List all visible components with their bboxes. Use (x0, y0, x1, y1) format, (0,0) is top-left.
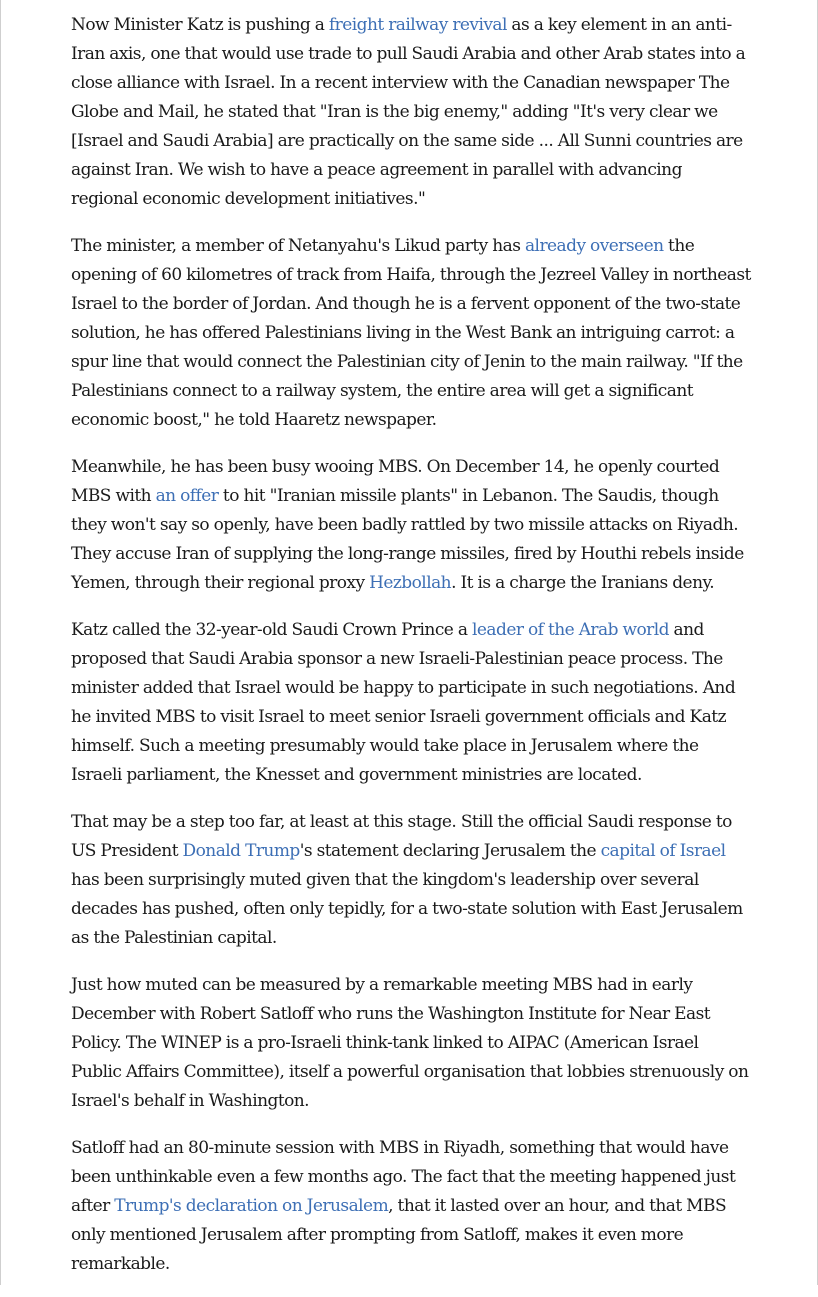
paragraph-text: 's statement declaring Jerusalem the (299, 841, 601, 861)
paragraph-text: Just how muted can be measured by a remarkable meeting MBS had in early December with Robert Satloff who runs the Washington Institute for Near East Policy. The WINEP is a pro-Israeli think-tank linked to AIPAC (American Israel Public Affairs Committee), itself a powerful organisation that lobbies strenuously on Israel's behalf in Washington. (71, 975, 749, 1111)
paragraph-text: the opening of 60 kilometres of track from Haifa, through the Jezreel Valley in northeast Israel to the border of Jordan. And though he is a fervent opponent of the two-state solution, he has offered Palestinians living in the West Bank an intriguing carrot: a spur line that would connect the Palestinian city of Jenin to the main railway. "If the Palestinians connect to a railway system, the entire area will get a significant economic boost," he told Haaretz newspaper. (71, 236, 751, 430)
article-paragraph (71, 11, 751, 214)
paragraph-text: has been surprisingly muted given that the kingdom's leadership over several decades has pushed, often only tepidly, for a two-state solution with East Jerusalem as the Palestinian capital. (71, 870, 743, 948)
article-paragraph (71, 453, 751, 598)
paragraph-text: Satloff had an 80-minute session with MBS in Riyadh, something that would have been unthinkable even a few months ago. The fact that the meeting happened just after (71, 1138, 736, 1216)
paragraph-text: . It is a charge the Iranians deny. (451, 573, 715, 593)
article-paragraph (71, 971, 751, 1116)
article-link[interactable]: leader of the Arab world (472, 620, 669, 640)
paragraph-text: as a key element in an anti-Iran axis, one that would use trade to pull Saudi Arabia and other Arab states into a close alliance with Israel. In a recent interview with the Canadian newspaper The Globe and Mail, he stated that "Iran is the big enemy," adding "It's very clear we [Israel and Saudi Arabia] are practically on the same side ... All Sunni countries are against Iran. We wish to have a peace agreement in parallel with advancing regional economic development initiatives." (71, 15, 746, 209)
article-link[interactable]: already overseen (524, 236, 664, 256)
article-link[interactable]: freight railway revival (328, 15, 507, 35)
paragraph-text: The minister, a member of Netanyahu's Likud party has (71, 236, 525, 256)
paragraph-text: That may be a step too far, at least at this stage. Still the official Saudi response to US President (71, 812, 732, 861)
article-paragraph (71, 616, 751, 790)
paragraph-text: and proposed that Saudi Arabia sponsor a new Israeli-Palestinian peace process. The minister added that Israel would be happy to participate in such negotiations. And he invited MBS to visit Israel to meet senior Israeli government officials and Katz himself. Such a meeting presumably would take place in Jerusalem where the Israeli parliament, the Knesset and government ministries are located. (71, 620, 736, 785)
paragraph-text: Now Minister Katz is pushing a (71, 15, 329, 35)
article-link[interactable]: capital of Israel (600, 841, 726, 861)
article-link[interactable]: Donald Trump (182, 841, 300, 861)
article-body (71, 11, 751, 1297)
paragraph-text: Katz called the 32-year-old Saudi Crown Prince a (71, 620, 473, 640)
paragraph-text: Meanwhile, he has been busy wooing MBS. On December 14, he openly courted MBS with (71, 457, 720, 506)
article-paragraph (71, 808, 751, 953)
article-link[interactable]: an offer (155, 486, 219, 506)
article-link[interactable]: Hezbollah (369, 573, 452, 593)
paragraph-text: , that it lasted over an hour, and that MBS only mentioned Jerusalem after prompting from Satloff, makes it even more remarkable. (71, 1196, 727, 1274)
article-paragraph (71, 1134, 751, 1279)
article-paragraph (71, 232, 751, 435)
article-link[interactable]: Trump's declaration on Jerusalem (114, 1196, 389, 1216)
paragraph-text: to hit "Iranian missile plants" in Lebanon. The Saudis, though they won't say so openly, have been badly rattled by two missile attacks on Riyadh. They accuse Iran of supplying the long-range missiles, fired by Houthi rebels inside Yemen, through their regional proxy (71, 486, 744, 593)
